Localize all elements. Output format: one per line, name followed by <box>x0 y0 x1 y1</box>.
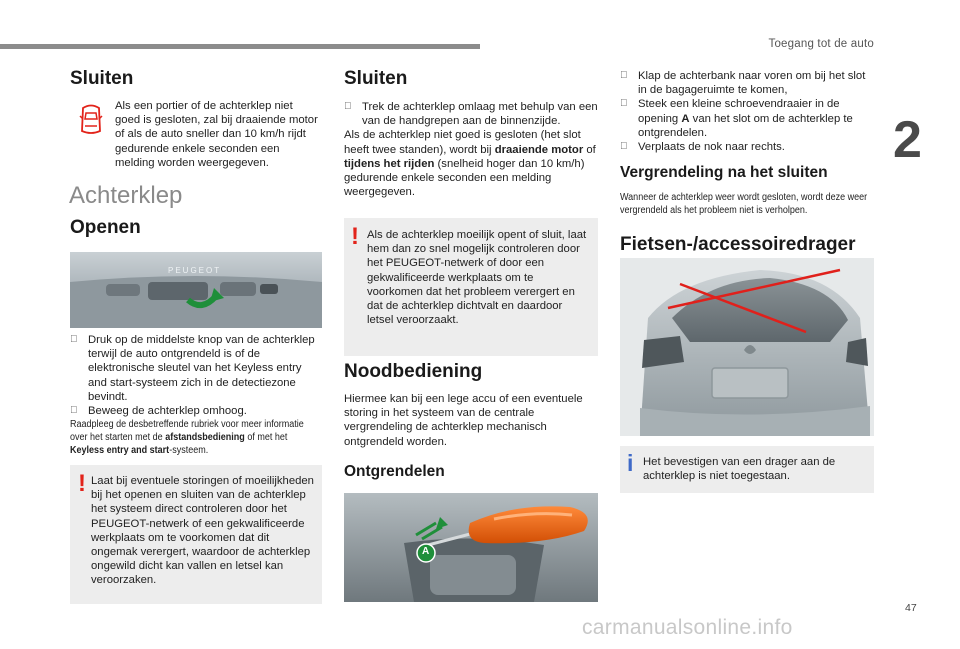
heading-sluiten-2: Sluiten <box>344 68 408 89</box>
warning-text-2: Als de achterklep moeilijk opent of sluit, laat hem dan zo snel mogelijk controleren door het PEUGEOT-netwerk of door een gekwalificeerde werkplaats om te voorkomen dat het probleem verergert en dat de achterklep dichtvalt en daardoor letsel veroorzaakt. <box>367 229 587 327</box>
list-item: Klap de achterbank naar voren om bij het slot in de bagageruimte te komen, <box>620 69 876 97</box>
list-item: Trek de achterklep omlaag met behulp van een van de handgrepen aan de binnenzijde. <box>344 100 600 128</box>
door-open-icon <box>78 104 104 136</box>
heading-fietsen: Fietsen-/accessoiredrager <box>620 234 856 255</box>
arrow-bullet-icon <box>344 100 362 128</box>
warning-exclamation-icon: ! <box>351 223 359 250</box>
info-text: Het bevestigen van een drager aan de achterklep is niet toegestaan. <box>643 456 836 483</box>
arrow-bullet-icon <box>620 97 638 140</box>
list-item: Druk op de middelste knop van de achterklep terwijl de auto ontgrendeld is of de elektronische sleutel van het Keyless entry and start-systeem zich in de detectiezone bevindt. <box>70 333 322 404</box>
car-rear-photo <box>620 258 874 436</box>
ontgrendelen-steps <box>620 69 876 154</box>
sluiten-text: Als een portier of de achterklep niet goed is gesloten, zal bij draaiende motor of als de auto sneller dan 10 km/h rijdt gedurende enkele seconden een melding worden weergegeven. <box>115 100 318 169</box>
page-number: 47 <box>905 602 917 614</box>
lock-screwdriver-photo <box>344 493 598 602</box>
arrow-bullet-icon <box>620 69 638 97</box>
nood-text: Hiermee kan bij een lege accu of een eventuele storing in het systeem van de centrale vergrendeling de achterklep mechanisch ontgrendeld worden. <box>344 393 583 448</box>
arrow-bullet-icon <box>620 140 638 154</box>
heading-achterklep: Achterklep <box>69 182 183 209</box>
list-item: Steek een kleine schroevendraaier in de opening A van het slot om de achterklep te ontgrendelen. <box>620 97 876 140</box>
heading-vergrendeling: Vergrendeling na het sluiten <box>620 164 828 181</box>
vergrendeling-text: Wanneer de achterklep weer wordt gesloten, wordt deze weer vergrendeld als het probleem niet is verholpen. <box>620 192 868 216</box>
reference-text: Raadpleeg de desbetreffende rubriek voor meer informatie over het starten met de afstandsbediening of met het Keyless entry and start-systeem. <box>70 419 304 456</box>
header-bar <box>0 44 480 49</box>
heading-ontgrendelen: Ontgrendelen <box>344 463 445 480</box>
chapter-number: 2 <box>893 111 922 169</box>
warning-exclamation-icon: ! <box>78 470 86 497</box>
heading-noodbediening: Noodbediening <box>344 361 483 382</box>
tailgate-button-photo <box>70 252 322 328</box>
openen-bullets <box>70 333 322 418</box>
info-icon: i <box>627 450 634 476</box>
marker-a: A <box>422 546 430 557</box>
list-item: Beweeg de achterklep omhoog. <box>70 404 322 418</box>
arrow-bullet-icon <box>70 333 88 404</box>
photo-label: PEUGEOT <box>168 266 222 275</box>
sluiten2-text <box>344 100 600 199</box>
section-title: Toegang tot de auto <box>768 38 874 50</box>
heading-sluiten: Sluiten <box>70 68 134 89</box>
arrow-bullet-icon <box>70 404 88 418</box>
heading-openen: Openen <box>70 217 141 238</box>
warning-text-1: Laat bij eventuele storingen of moeilijkheden bij het openen en sluiten van de achterklep het systeem direct controleren door het PEUGEOT-netwerk of een gekwalificeerde werkplaats om te voorkomen dat dit ongemak verergert, waardoor de achterklep ongewild dicht kan vallen en letsel kan veroorzaken. <box>91 475 314 587</box>
sluiten2-paragraph: Als de achterklep niet goed is gesloten (het slot heeft twee standen), wordt bij draaiende motor of tijdens het rijden (snelheid hoger dan 10 km/h) gedurende enkele seconden een melding weergegeven. <box>344 129 596 199</box>
watermark: carmanualsonline.info <box>582 616 793 639</box>
list-item: Verplaats de nok naar rechts. <box>620 140 876 154</box>
